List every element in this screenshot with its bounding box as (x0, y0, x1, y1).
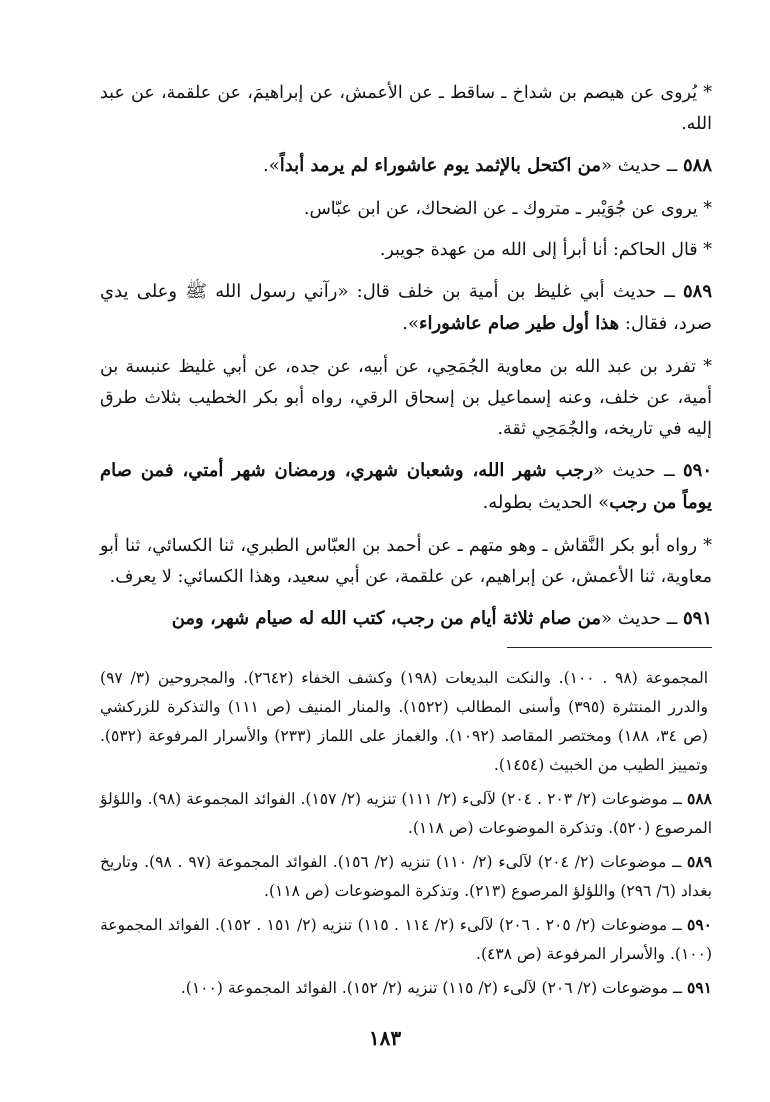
narration-note-3: * قال الحاكم: أنا أبرأ إلى الله من عهدة جويبر. (379, 240, 712, 260)
footnote-divider (507, 647, 712, 648)
footnote-text: ــ موضوعات (٢/ ٢٠٥ . ٢٠٦) لآلىء (٢/ ١١٤ . ١١٥) تنزيه (٢/ ١٥١ . ١٥٢). الفوائد المجموعة (١٠٠). والأسرار المرفوعة (ص ٤٣٨). (100, 916, 712, 963)
hadith-end: ». (402, 313, 420, 334)
footnote-number: ٥٩١ (687, 978, 712, 997)
footnote-number: ٥٨٩ (687, 852, 713, 871)
hadith-number: ٥٨٨ (682, 155, 712, 176)
hadith-intro: ــ حديث « (601, 155, 683, 176)
hadith-590 (100, 455, 712, 519)
footnote-589 (100, 847, 712, 906)
narration-note-4: * تفرد بن عبد الله بن معاوية الجُمَحِي، عن أبيه، عن جده، عن أبي غليظ عنبسة بن أمية، عن خلف، وعنه إسماعيل بن إسحاق الرقي، رواه أبو بكر الخطيب بثلاث طرق إليه في تاريخه، والجُمَحِي ثقة. (100, 357, 712, 439)
narration-note-1: * يُروى عن هيصم بن شداخ ـ ساقط ـ عن الأعمش، عن إبراهيمَ، عن علقمة، عن عبد الله. (100, 83, 712, 134)
footnote-number: ٥٨٨ (687, 789, 713, 808)
hadith-number: ٥٩٠ (682, 460, 712, 481)
narration-note-2: * يروى عن جُوَيْبر ـ متروك ـ عن الضحاك، عن ابن عبّاس. (303, 199, 712, 219)
hadith-591 (100, 603, 712, 635)
hadith-end: ». (263, 155, 280, 176)
hadith-intro: ــ حديث أبي غليظ بن أمية بن خلف قال: «رآني رسول الله ﷺ وعلى يدي صرد، فقال: (100, 281, 712, 334)
hadith-text: من صام ثلاثة أيام من رجب، كتب الله له صيام شهر، ومن (171, 608, 601, 629)
footnote-591 (100, 973, 712, 1003)
hadith-588 (100, 150, 712, 182)
hadith-text: هذا أول طير صام عاشوراء (419, 313, 620, 334)
hadith-end: » الحديث بطوله. (482, 492, 610, 513)
hadith-number: ٥٩١ (682, 608, 712, 629)
hadith-intro: ــ حديث « (593, 460, 683, 481)
footnote-text: ــ موضوعات (٢/ ٢٠٦) لآلىء (٢/ ١١٥) تنزيه (٢/ ١٥٢). الفوائد المجموعة (١٠٠). (180, 979, 688, 997)
hadith-text: من اكتحل بالإثمد يوم عاشوراء لم يرمد أبداً (279, 155, 601, 176)
hadith-text: رجب شهر الله، وشعبان شهري، ورمضان شهر أمتي، فمن صام يوماً من رجب (100, 460, 712, 513)
footnote-590 (100, 910, 712, 969)
hadith-intro: ــ حديث « (601, 608, 683, 629)
footnote-text: ــ موضوعات (٢/ ٢٠٤) لآلىء (٢/ ١١٠) تنزيه (٢/ ١٥٦). الفوائد المجموعة (٩٧ . ٩٨). وتاريخ بغداد (٦/ ٢٩٦) واللؤلؤ المرصوع (٢١٣). وتذكرة الموضوعات (ص ١١٨). (100, 853, 712, 900)
page-body (100, 78, 712, 1007)
hadith-number: ٥٨٩ (682, 281, 712, 302)
hadith-589 (100, 276, 712, 340)
footnote-588 (100, 784, 712, 843)
footnote-number: ٥٩٠ (687, 915, 713, 934)
footnote-text: ــ موضوعات (٢/ ٢٠٣ . ٢٠٤) لآلىء (٢/ ١١١) تنزيه (٢/ ١٥٧). الفوائد المجموعة (٩٨). واللؤلؤ المرصوع (٥٢٠). وتذكرة الموضوعات (ص ١١٨). (100, 790, 712, 837)
narration-note-5: * رواه أبو بكر النَّقاش ـ وهو متهم ـ عن أحمد بن العبّاس الطبري، ثنا الكسائي، ثنا أبو معاوية، ثنا الأعمش، عن إبراهيم، عن علقمة، عن أبي سعيد، وهذا الكسائي: لا يعرف. (100, 536, 712, 587)
footnote-continued: المجموعة (٩٨ . ١٠٠). والنكت البديعات (١٩٨) وكشف الخفاء (٢٦٤٢). والمجروحين (٣/ ٩٧) والدرر المنتثرة (٣٩٥) وأسنى المطالب (١٥٢٢). والمنار المنيف (ص ١١١) والتذكرة للزركشي (ص ٣٤، ١٨٨) ومختصر المقاصد (١٠٩٢). والغماز على اللماز (٢٣٣) والأسرار المرفوعة (٥٣٢). وتمييز الطيب من الخبيث (١٤٥٤). (100, 669, 709, 774)
page-number: ١٨٣ (368, 1026, 402, 1050)
